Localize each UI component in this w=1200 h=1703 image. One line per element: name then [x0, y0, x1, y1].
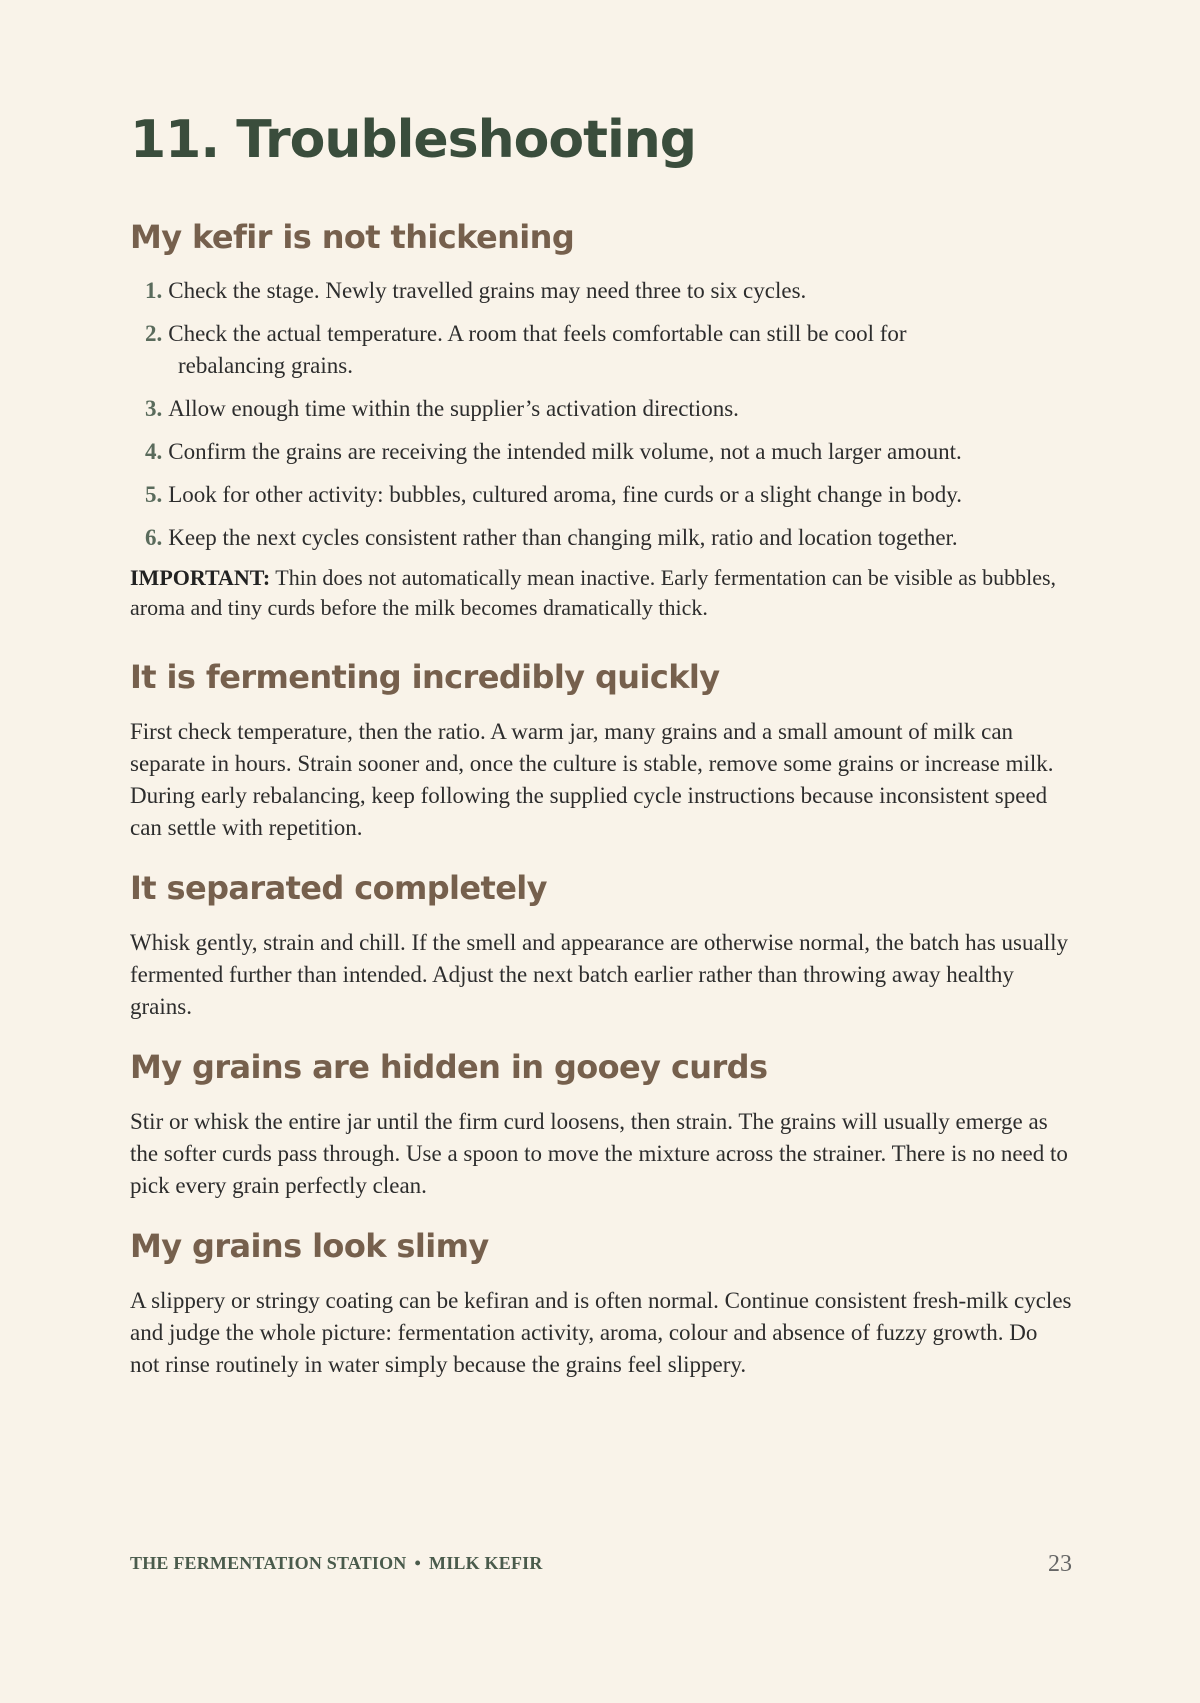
section-heading: My kefir is not thickening: [130, 218, 575, 256]
section-heading: It separated completely: [130, 869, 547, 907]
section-heading: It is fermenting incredibly quickly: [130, 658, 720, 696]
footer-product: MILK KEFIR: [429, 1553, 543, 1573]
section-fermenting-quickly: [130, 658, 1072, 844]
list-item: 3. Allow enough time within the supplier’s activation directions.: [145, 396, 739, 422]
note-label: IMPORTANT:: [130, 565, 271, 591]
section-body: Whisk gently, strain and chill. If the smell and appearance are otherwise normal, the batch has usually fermented further than intended. Adjust the next batch earlier rather than throwing away healthy grains.: [130, 930, 1068, 1020]
page-footer: [130, 1553, 1072, 1583]
section-slimy: [130, 1227, 1072, 1381]
steps-list: [130, 275, 1072, 554]
section-body: A slippery or stringy coating can be kefiran and is often normal. Continue consistent fresh-milk cycles and judge the whole picture: fermentation activity, aroma, colour and absence of fuzzy growth. Do not rinse routinely in water simply because the grains feel slippery.: [130, 1288, 1072, 1378]
footer-title: [130, 1553, 543, 1574]
note-text: Thin does not automatically mean inactive. Early fermentation can be visible as bubbles, aroma and tiny curds before the milk becomes dramatically thick.: [130, 565, 1057, 621]
list-item: 5. Look for other activity: bubbles, cultured aroma, fine curds or a slight change in body.: [145, 482, 962, 508]
important-note: [130, 563, 1072, 623]
section-body: First check temperature, then the ratio. A warm jar, many grains and a small amount of milk can separate in hours. Strain sooner and, once the culture is stable, remove some grains or increase milk. During early rebalancing, keep following the supplied cycle instructions because inconsistent speed can settle with repetition.: [130, 719, 1054, 841]
list-item: 1. Check the stage. Newly travelled grains may need three to six cycles.: [145, 278, 807, 304]
chapter-title: 11. Troubleshooting: [130, 110, 697, 170]
footer-brand: THE FERMENTATION STATION: [130, 1553, 407, 1573]
footer-separator: •: [414, 1553, 422, 1573]
section-separated: [130, 869, 1072, 1023]
page-number: 23: [1048, 1551, 1072, 1577]
list-item: 6. Keep the next cycles consistent rather than changing milk, ratio and location together.: [145, 525, 958, 551]
section-body: Stir or whisk the entire jar until the firm curd loosens, then strain. The grains will usually emerge as the softer curds pass through. Use a spoon to move the mixture across the strainer. There is no need to pick every grain perfectly clean.: [130, 1109, 1068, 1199]
section-gooey-curds: [130, 1048, 1072, 1202]
section-heading: My grains are hidden in gooey curds: [130, 1048, 768, 1086]
list-item: 4. Confirm the grains are receiving the intended milk volume, not a much larger amount.: [145, 439, 962, 465]
section-not-thickening: [130, 218, 1072, 623]
list-item: 2. Check the actual temperature. A room that feels comfortable can still be cool for rebalancing grains.: [145, 321, 907, 379]
section-heading: My grains look slimy: [130, 1227, 489, 1265]
